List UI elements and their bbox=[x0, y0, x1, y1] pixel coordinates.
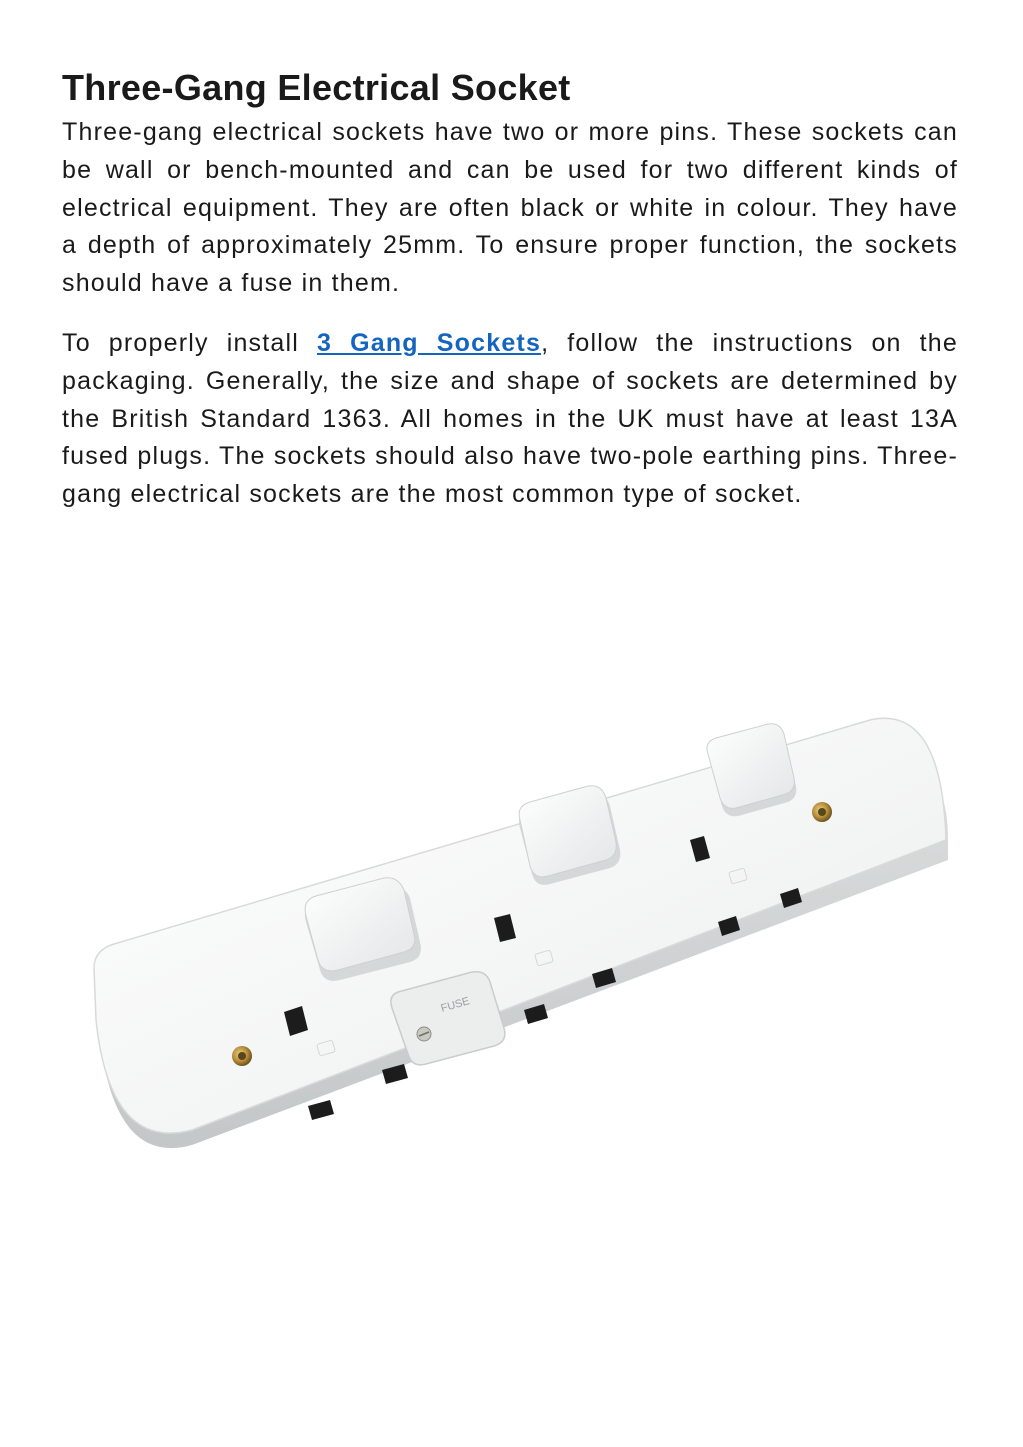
socket-plate bbox=[94, 718, 946, 1133]
install-text-after: , follow the instructions on the packaging. Generally, the size and shape of sockets are determined by the British Standard 1363. All homes in the UK must have at least 13A fused plugs. The sockets should also have two-pole earthing pins. Three-gang electrical sockets are the most common type of socket. bbox=[62, 328, 959, 509]
install-paragraph bbox=[62, 325, 958, 514]
document-page bbox=[62, 66, 958, 514]
install-text-before: To properly install bbox=[62, 328, 317, 357]
socket-illustration bbox=[80, 690, 960, 1210]
gang-sockets-link[interactable]: 3 Gang Sockets bbox=[317, 328, 542, 357]
socket-photo bbox=[80, 690, 960, 1210]
page-title: Three-Gang Electrical Socket bbox=[62, 67, 571, 108]
intro-paragraph: Three-gang electrical sockets have two or more pins. These sockets can be wall or bench-mounted and can be used for two different kinds of electrical equipment. They are often black or white in colour. They have a depth of approximately 25mm. To ensure proper function, the sockets should have a fuse in them. bbox=[62, 118, 958, 298]
fuse-label: FUSE bbox=[439, 995, 472, 1015]
